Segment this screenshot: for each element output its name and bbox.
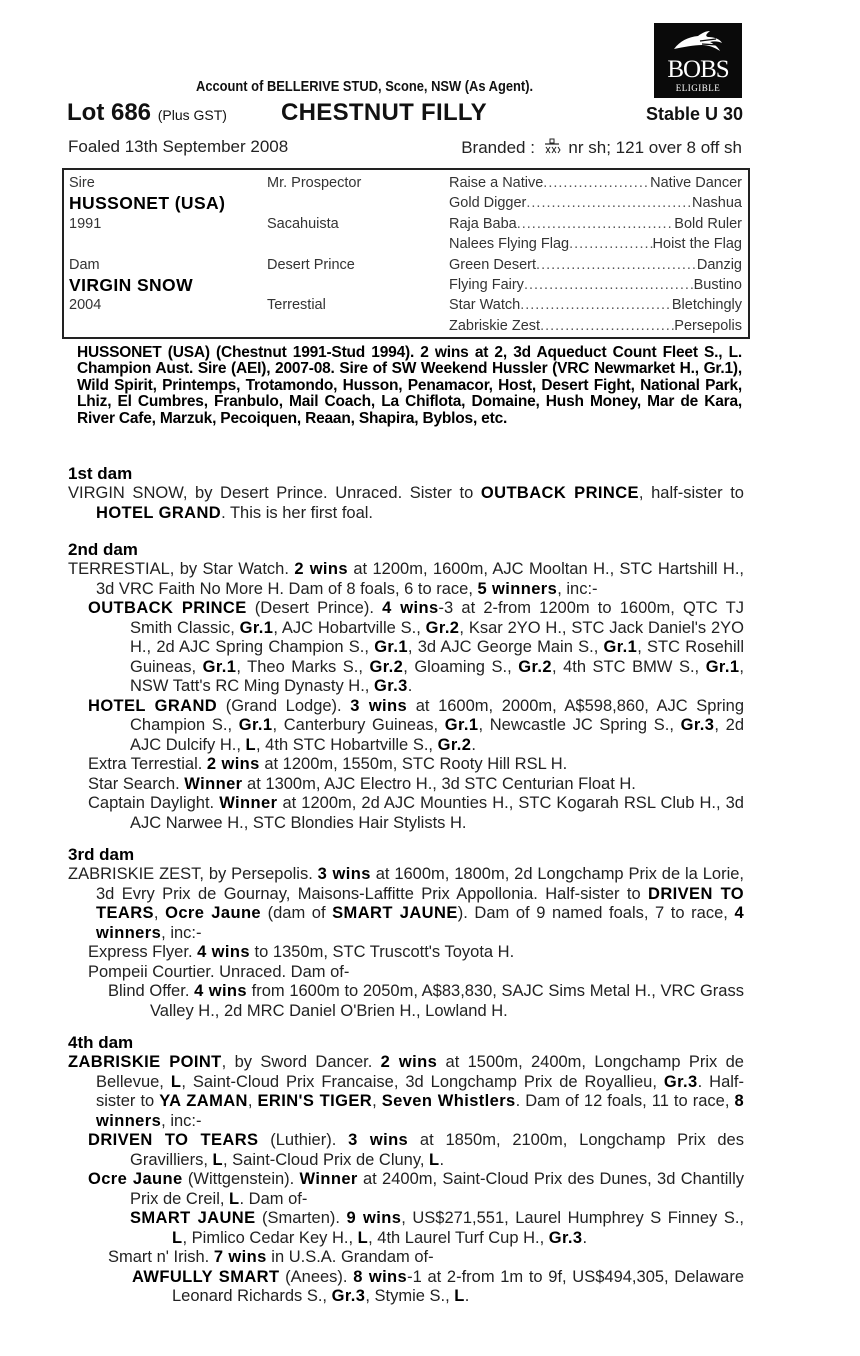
great-grandparent-row: Green Desert ..... Danzig — [449, 255, 742, 275]
pedigree-paragraph: HOTEL GRAND (Grand Lodge). 3 wins at 1600m, 2000m, A$598,860, AJC Spring Champion S., Gr.1, Canterbury Guineas, Gr.1, Newcastle JC Spring S., Gr.3, 2d AJC Dulcify H., L, 4th STC Hobartville S., Gr.2. — [88, 696, 744, 754]
section-heading: 3rd dam — [68, 845, 135, 864]
spacer — [69, 234, 259, 254]
section-heading: 1st dam — [68, 464, 133, 483]
brand-symbol-icon — [542, 137, 562, 155]
pedigree-paragraph: Ocre Jaune (Wittgenstein). Winner at 2400m, Saint-Cloud Prix des Dunes, 3d Chantilly Prix de Creil, L. Dam of- — [88, 1170, 744, 1208]
spacer — [267, 234, 437, 254]
branded-info — [461, 137, 742, 158]
sire-summary: HUSSONET (USA) (Chestnut 1991-Stud 1994). 2 wins at 2, 3d Aqueduct Count Fleet S., L. Champion Aust. Sire (AEI), 2007-08. Sire of SW Weekend Hussler (VRC Newmarket H., Gr.1), Wild Spirit, Printemps, Trotamondo, Husson, Penamacor, Host, Desert Fight, National Park, Lhiz, El Cumbres, Franbulo, Mail Coach, La Chiflota, Domaine, Hush Money, Mar de Kara, River Cafe, Marzuk, Pecoiquen, Reaan, Shapira, Byblos, etc. — [77, 344, 742, 427]
great-grandparent-row: Nalees Flying Flag ..... Hoist the Flag — [449, 234, 742, 254]
pedigree-table — [62, 168, 750, 339]
foaled-date: Foaled 13th September 2008 — [68, 137, 289, 156]
sire-label: Sire — [69, 175, 95, 191]
sire-name: HUSSONET (USA) — [69, 193, 226, 214]
great-grandparent-row: Raja Baba ..... Bold Ruler — [449, 214, 742, 234]
pedigree-paragraph: Smart n' Irish. 7 wins in U.S.A. Grandam of- — [108, 1248, 434, 1266]
section-1st-dam — [68, 464, 744, 523]
dam-sire: Desert Prince — [267, 256, 355, 273]
pedigree-paragraph: Star Search. Winner at 1300m, AJC Electro H., 3d STC Centurian Float H. — [88, 774, 636, 793]
section-3rd-dam — [68, 845, 744, 1021]
sire-sire: Mr. Prospector — [267, 175, 362, 191]
pedigree-great-grandparents-column — [449, 173, 742, 336]
section-4th-dam — [68, 1033, 744, 1307]
pedigree-paragraph: ZABRISKIE POINT, by Sword Dancer. 2 wins at 1500m, 2400m, Longchamp Prix de Bellevue, L, Saint-Cloud Prix Francaise, 3d Longchamp Prix de Royallieu, Gr.3. Half-sister to YA ZAMAN, ERIN'S TIGER, Seven Whistlers. Dam of 12 foals, 11 to race, 8 winners, inc:- — [68, 1053, 745, 1130]
pedigree-paragraph: Captain Daylight. Winner at 1200m, 2d AJC Mounties H., STC Kogarah RSL Club H., 3d AJC Narwee H., STC Blondies Hair Stylists H. — [88, 794, 744, 832]
pedigree-paragraph: SMART JAUNE (Smarten). 9 wins, US$271,551, Laurel Humphrey S Finney S., L, Pimlico Cedar Key H., L, 4th Laurel Turf Cup H., Gr.3. — [130, 1209, 744, 1247]
dam-name: VIRGIN SNOW — [69, 274, 193, 295]
pedigree-paragraph: Extra Terrestial. 2 wins at 1200m, 1550m, STC Rooty Hill RSL H. — [88, 755, 568, 773]
stable-location: Stable U 30 — [645, 104, 743, 124]
section-body — [68, 865, 744, 1021]
horse-description: CHESTNUT FILLY — [281, 99, 487, 126]
lot-header — [67, 99, 743, 129]
dam-year: 2004 — [69, 297, 102, 314]
sire-dam: Sacahuista — [267, 215, 339, 232]
section-heading: 4th dam — [68, 1033, 134, 1052]
pedigree-parents-column — [69, 173, 259, 336]
spacer — [267, 275, 437, 295]
pedigree-paragraph: Express Flyer. 4 wins to 1350m, STC Truscott's Toyota H. — [88, 943, 515, 961]
great-grandparent-row: Flying Fairy ..... Bustino — [449, 275, 742, 295]
branded-label: Branded : — [461, 138, 535, 157]
section-heading: 2nd dam — [68, 540, 138, 559]
spacer — [69, 316, 259, 336]
pedigree-paragraph: AWFULLY SMART (Anees). 8 wins-1 at 2-from 1m to 9f, US$494,305, Delaware Leonard Richards S., Gr.3, Stymie S., L. — [132, 1267, 745, 1305]
great-grandparent-row: Raise a Native ..... Native Dancer — [449, 173, 742, 193]
spacer — [267, 316, 437, 336]
section-body — [68, 484, 744, 523]
section-2nd-dam — [68, 540, 744, 833]
pedigree-grandparents-column — [267, 173, 437, 336]
lot-label: Lot 686 — [67, 99, 152, 126]
dam-dam: Terrestial — [267, 297, 326, 314]
gst-note: (Plus GST) — [157, 107, 227, 123]
great-grandparent-row: Gold Digger ..... Nashua — [449, 193, 742, 213]
pedigree-paragraph: VIRGIN SNOW, by Desert Prince. Unraced. Sister to OUTBACK PRINCE, half-sister to HOTEL GRAND. This is her first foal. — [68, 484, 744, 522]
pedigree-paragraph: OUTBACK PRINCE (Desert Prince). 4 wins-3 at 2-from 1200m to 1600m, QTC TJ Smith Classic, Gr.1, AJC Hobartville S., Gr.2, Ksar 2YO H., STC Jack Daniel's 2YO H., 2d AJC Spring Champion S., Gr.1, 3d AJC George Main S., Gr.1, STC Rosehill Guineas, Gr.1, Theo Marks S., Gr.2, Gloaming S., Gr.2, 4th STC BMW S., Gr.1, NSW Tatt's RC Ming Dynasty H., Gr.3. — [88, 599, 744, 695]
section-body — [68, 560, 744, 833]
vendor-line: Account of BELLERIVE STUD, Scone, NSW (As Agent). — [196, 78, 534, 95]
bobs-eligible-logo — [654, 23, 742, 98]
pedigree-paragraph: Pompeii Courtier. Unraced. Dam of- — [88, 962, 350, 981]
spacer — [267, 193, 437, 213]
great-grandparent-row: Zabriskie Zest ..... Persepolis — [449, 316, 742, 336]
logo-eligible-text: ELIGIBLE — [675, 83, 721, 93]
pedigree-paragraph: DRIVEN TO TEARS (Luthier). 3 wins at 1850m, 2100m, Longchamp Prix des Gravilliers, L, Saint-Cloud Prix de Cluny, L. — [88, 1131, 744, 1169]
logo-bobs-text: BOBS — [667, 56, 729, 83]
pedigree-paragraph: Blind Offer. 4 wins from 1600m to 2050m, A$83,830, SAJC Sims Metal H., VRC Grass Valley H., 2d MRC Daniel O'Brien H., Lowland H. — [108, 982, 744, 1020]
great-grandparent-row: Star Watch ..... Bletchingly — [449, 295, 742, 315]
pedigree-paragraph: ZABRISKIE ZEST, by Persepolis. 3 wins at 1600m, 1800m, 2d Longchamp Prix de la Lorie, 3d Evry Prix de Gournay, Maisons-Laffitte Prix Appollonia. Half-sister to DRIVEN TO TEARS, Ocre Jaune (dam of SMART JAUNE). Dam of 9 named foals, 7 to race, 4 winners, inc:- — [68, 865, 745, 942]
sire-year: 1991 — [69, 215, 102, 232]
pedigree-paragraph: TERRESTIAL, by Star Watch. 2 wins at 1200m, 1600m, AJC Mooltan H., STC Hartshill H., 3d VRC Faith No More H. Dam of 8 foals, 6 to race, 5 winners, inc:- — [68, 560, 744, 598]
dam-label: Dam — [69, 256, 100, 273]
lot-number — [67, 99, 227, 127]
branded-detail: nr sh; 121 over 8 off sh — [568, 138, 742, 157]
section-body — [68, 1053, 744, 1307]
horse-head-icon — [670, 27, 726, 57]
